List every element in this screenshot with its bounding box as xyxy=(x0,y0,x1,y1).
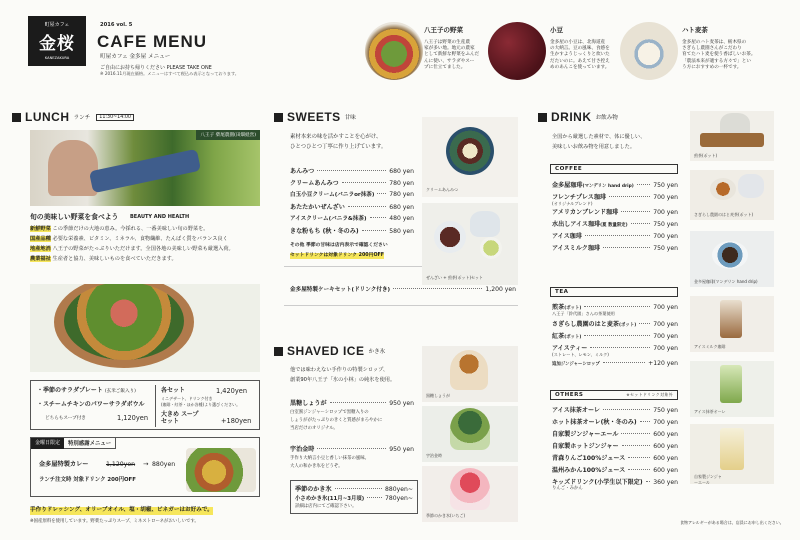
shaved-item: 黒糖しょうが 950 yen 白室蜜ジンジャーシロップで黒糖入りの しょうががたっぷりのきくと質感がまろやかに 当店だけのオリジナル。 xyxy=(290,400,414,431)
zenzai-bowl xyxy=(434,221,466,253)
iced-matcha-latte-photo xyxy=(690,361,774,417)
lunch-description: 新鮮野菜 この季節だけの大地の恵み。今採れる、一番美味しい旬の野菜を。 国産品種 必要な栄養素、ビタミン、ミネラル、食物繊維、たんぱく質をバランス良く 地産地消 八王子の野菜がたっぷりいただけます。全国各地の美味しい野菜も厳選入荷。 農業福祉 生産者と協力、美味しいものを食べていただきます。 xyxy=(30,226,234,262)
allergy-note: 食物アレルギーがある場合は、店員にお申し出ください。 xyxy=(680,520,784,525)
menu-item: 煎茶 (ポット) 700 yen xyxy=(552,304,678,311)
menu-item: 青森りんご100%ジュース 600 yen xyxy=(552,455,678,462)
farmer-figure xyxy=(48,140,98,196)
cake-set-row: 金多屋特製ケーキセット(ドリンク付き) 1,200 yen xyxy=(290,286,516,293)
shaved-ice-section-header xyxy=(274,344,385,358)
kanezakura-coffee-photo xyxy=(690,231,774,287)
others-category: OTHERS ※セットドリンク対象外 xyxy=(550,390,678,400)
item-note: 八王子「鈴代園」さんの茶葉使用 xyxy=(552,311,615,316)
feature-text: 金多屋のハト麦茶は、栃木県の さぎらし農園さんがこだわり 育てたハト麦を使う香ばしいお茶。 「農法本来が適する方々で」とい う方におすすめの一杯です。 xyxy=(682,40,756,70)
photo-caption: 宇治金時 xyxy=(426,453,442,458)
menu-item: あんみつ 680 yen xyxy=(290,168,414,175)
special-name: 金多屋特製カレー xyxy=(39,461,89,468)
menu-item: 温州みかん100%ジュース 600 yen xyxy=(552,467,678,474)
section-marker xyxy=(12,113,21,122)
drink-section-header xyxy=(538,110,618,124)
page-subtitle: 町屋カフェ 金多屋 メニュー xyxy=(100,54,171,60)
shaved-ice-title: SHAVED ICE xyxy=(287,344,365,358)
lunch-set-box: ・季節のサラダプレート (玄米ご飯入り) ・スチームチキンのパワーサラダボウル どちらもスープ付き 1,120yen 各セット 1,420yen ミニデザート、ドリンク付き (珈琲・紅茶・ほか各種)より選びください。 大きめ スープセット +180yen xyxy=(30,380,260,430)
ice-mound xyxy=(450,408,490,450)
lunch-title: LUNCH xyxy=(25,110,70,124)
zenzai-photo xyxy=(422,203,518,285)
lunch-heading: 旬の美味しい野菜を食べよう xyxy=(30,213,119,221)
page-title: CAFE MENU xyxy=(97,32,208,51)
feature-title: 小豆 xyxy=(550,26,563,34)
lunch-heading-en: BEAUTY AND HEALTH xyxy=(130,214,190,220)
tag: 農業福祉 xyxy=(30,256,51,262)
volume-label: 2016 vol. 5 xyxy=(100,22,133,28)
special-label: 特別感謝メニュー xyxy=(64,438,116,449)
sweets-set-note: その他 季節の甘味は店内表示で確認ください xyxy=(290,243,388,248)
dressing-note: 手作りドレッシング、オリーブオイル、塩・胡椒、ビネガーはお好みで。 xyxy=(30,507,213,513)
menu-item: 水出しアイス珈琲 (夏 数量限定) 750 yen xyxy=(552,221,678,228)
barley-tea-image xyxy=(620,22,678,80)
teapot xyxy=(470,211,500,237)
photo-caption: 黒糖しょうが xyxy=(426,393,450,398)
anmitsu-bowl xyxy=(446,127,494,175)
section-marker xyxy=(274,113,283,122)
logo-main-text: 金桜 xyxy=(39,34,75,54)
item-note: (ストレート、レモン、ミルク) xyxy=(552,352,609,357)
special-new-price: 880yen xyxy=(152,461,176,468)
soup-set-price: +180yen xyxy=(221,417,252,425)
logo-small-text: 町屋カフェ xyxy=(44,22,70,28)
kokuto-ice-photo xyxy=(422,346,518,402)
set-price: 1,120yen xyxy=(117,414,149,422)
menu-item: あたたかいぜんざい 680 yen xyxy=(290,204,414,211)
menu-item: 追加ジンジャーシロップ +120 yen xyxy=(552,360,678,367)
coffee-list xyxy=(552,180,678,255)
menu-item: アイスティー 700 yen xyxy=(552,345,678,352)
curry-photo xyxy=(186,448,256,492)
menu-item: 紅茶 (ポット) 700 yen xyxy=(552,333,678,340)
sweets-list xyxy=(290,166,414,238)
sweets-title-jp: 甘味 xyxy=(344,115,356,121)
tea-category: TEA xyxy=(550,287,678,297)
feature-text: 八王子は野菜の生産農 家が多い地。地元の農家 として新鮮な野菜をふんだ んに使い、サラダやスー プに仕立てました。 xyxy=(424,40,480,70)
farm-label: 八王子 柴尾農園(田畑経営) xyxy=(196,130,260,140)
photo-caption: さぎらし農園のはと麦茶(ポット) xyxy=(694,212,754,217)
menu-item: アイスミルク珈琲 750 yen xyxy=(552,245,678,252)
section-marker xyxy=(538,113,547,122)
strawberry-ice-photo xyxy=(422,466,518,522)
soup-note: どちらもスープ付き xyxy=(45,416,86,421)
photo-caption: クリームあんみつ xyxy=(426,187,458,192)
menu-item: フレンチプレス珈琲 700 yen xyxy=(552,194,678,201)
seasonal-ice-box: 季節のかき氷 880yen~ 小さめかき氷(11月~3月頃) 780yen~ 詳細は店内にてご確認下さい。 xyxy=(290,480,418,514)
menu-item: 自家製ホットジンジャー 600 yen xyxy=(552,443,678,450)
drink-intro: 全国から厳選した素材で、体に優しい、 美味しいお飲み物を用意しました。 xyxy=(552,134,646,150)
item-note: (オリジナルブレンド) xyxy=(552,201,593,206)
shaved-intro: 他では味わえない手作りの特製シロップ、 創業90年八王子「氷の小林」の純氷を使用。 xyxy=(290,367,396,383)
ginger-ale-photo xyxy=(690,424,774,484)
photo-caption: アイス抹茶オーレ xyxy=(694,409,726,414)
set-item: 季節のサラダプレート xyxy=(43,387,103,394)
friday-special-box: 金曜日限定 特別感謝メニュー 金多屋特製カレー 1,120yen → 880yen ランチ注文時 対象ドリンク 200円OFF xyxy=(30,437,260,497)
lunch-hours: 11:30~14:00 xyxy=(96,114,134,121)
barley-tea-photo xyxy=(690,170,774,220)
sencha-photo xyxy=(690,111,774,161)
menu-item: アイス抹茶オーレ 750 yen xyxy=(552,407,678,414)
farmer-arm xyxy=(89,149,201,193)
photo-caption: ぜんざい + 煎茶(ポット)セット xyxy=(426,275,484,280)
special-drink-note: ランチ注文時 対象ドリンク 200円OFF xyxy=(39,477,136,483)
sweets-intro: 素材本来の味を活かすことを心がけ、 ひとつひとつ丁寧に作り上げています。 xyxy=(290,134,387,150)
ice-mound xyxy=(450,350,488,390)
salad-photo xyxy=(30,284,260,372)
drink-title-jp: お飲み物 xyxy=(595,115,618,121)
photo-caption: 煎茶(ポット) xyxy=(694,153,718,158)
lunch-section-header xyxy=(12,110,134,124)
logo xyxy=(28,16,86,66)
red-beans-image xyxy=(488,22,546,80)
menu-item: アイスクリーム(バニラ&抹茶) 480 yen xyxy=(290,215,414,222)
menu-item: 白玉小豆クリーム(バニラor抹茶) 780 yen xyxy=(290,191,414,198)
soup-set-label: 大きめ スープセット xyxy=(161,411,199,425)
others-list xyxy=(552,405,678,492)
cream-anmitsu-photo xyxy=(422,117,518,197)
menu-item: クリームあんみつ 780 yen xyxy=(290,180,414,187)
special-tag: 金曜日限定 xyxy=(31,438,64,449)
menu-item: アメリカンブレンド珈琲 700 yen xyxy=(552,209,678,216)
menu-item: 金多屋珈琲 (マンデリン hand drip) 750 yen xyxy=(552,182,678,189)
menu-item: キッズドリンク(小学生以下限定) 360 yen xyxy=(552,479,678,486)
photo-caption: 自家製ジンジャーエール xyxy=(694,474,722,484)
kaku-set-price: 1,420yen xyxy=(216,387,248,395)
kaku-set-label: 各セット xyxy=(161,387,186,394)
feature-title: 八王子の野菜 xyxy=(424,26,463,34)
vegetable-basket-image xyxy=(365,22,423,80)
tag: 国産品種 xyxy=(30,236,51,242)
tag: 新鮮野菜 xyxy=(30,226,51,232)
coffee-category: COFFEE xyxy=(550,164,678,174)
tea-list xyxy=(552,302,678,370)
menu-item: 自家製ジンジャーエール 600 yen xyxy=(552,431,678,438)
section-marker xyxy=(274,347,283,356)
special-old-price: 1,120yen xyxy=(106,461,136,468)
photo-caption: 金多屋珈琲(マンデリン hand drip) xyxy=(694,279,758,284)
iced-milk-coffee-photo xyxy=(690,296,774,352)
lunch-title-jp: ランチ xyxy=(73,115,91,121)
shaved-item: 宇治金時 950 yen 手作り大納言小豆と香しい抹茶の風味。 大人の和かき氷をどうぞ。 xyxy=(290,446,414,469)
photo-caption: 季節のかき氷(いちご) xyxy=(426,513,466,518)
sweets-section-header xyxy=(274,110,356,124)
menu-item: きな粉もち (秋・冬のみ) 580 yen xyxy=(290,228,414,235)
logo-english-text: KANEZAKURA xyxy=(44,56,70,60)
feature-text: 金多屋の小豆は、北海道産 の大納言。豆の風味、食感を 生かすようじっくりと炊いた だたいのに。あえて甘さ控え めのあんこを使っています。 xyxy=(550,40,610,70)
tag: 地産地消 xyxy=(30,246,51,252)
shaved-ice-title-jp: かき氷 xyxy=(368,349,386,355)
salad xyxy=(64,284,184,360)
menu-item: ホット抹茶オーレ(秋・冬のみ) 700 yen xyxy=(552,419,678,426)
price-note: ※ 2016.11月現在価格。メニューはすべて税込み表示となっております。 xyxy=(100,71,239,76)
sweets-set-drink: セットドリンクは対象ドリンク 200円OFF xyxy=(290,253,385,258)
menu-item: アイス珈琲 700 yen xyxy=(552,233,678,240)
drink-title: DRINK xyxy=(551,110,592,124)
uji-kintoki-photo xyxy=(422,406,518,462)
photo-caption: アイスミルク珈琲 xyxy=(694,344,726,349)
set-item: スチームチキンのパワーサラダボウル xyxy=(43,401,145,408)
sweets-title: SWEETS xyxy=(287,110,341,124)
feature-title: ハト麦茶 xyxy=(682,26,708,34)
lunch-footer-note: ※国産原料を使用しています。野菜たっぷりスープ、ミネストローネがおいしいです。 xyxy=(30,519,199,524)
take-one-note: ご自由にお持ち帰りください PLEASE TAKE ONE xyxy=(100,65,212,71)
item-note: りんご・みかん xyxy=(552,486,583,491)
menu-item: さぎらし農園のはと麦茶 (ポット) 700 yen xyxy=(552,321,678,328)
ice-mound xyxy=(450,468,490,510)
tea-cup xyxy=(480,237,502,259)
farmer-photo xyxy=(30,130,260,206)
